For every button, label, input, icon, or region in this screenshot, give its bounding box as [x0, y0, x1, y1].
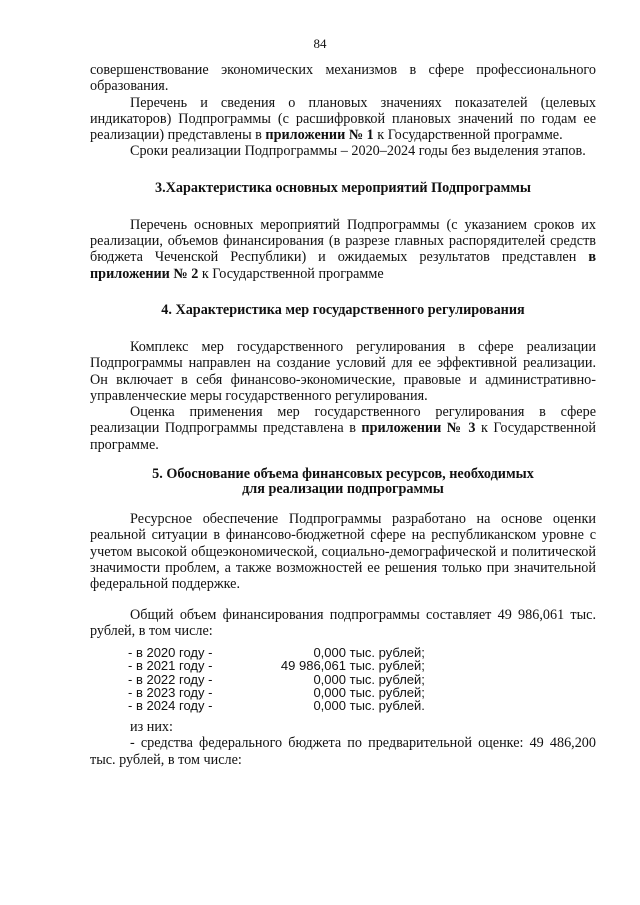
heading-line: 5. Обоснование объема финансовых ресурсов, необходимых — [152, 466, 534, 483]
year: - в 2024 году - — [128, 697, 213, 713]
text: Перечень основных мероприятий Подпрограммы (с указанием сроков их реализации, объемов финансирования (в разрезе главных распорядителей средств бюджета Чеченской Республики) и ожидаемых результатов представлен — [90, 216, 596, 266]
appendix-ref-2: в приложении № 2 — [90, 249, 596, 282]
section-heading-3: 3.Характеристика основных мероприятий Подпрограммы — [155, 179, 531, 196]
amount: 49 986,061 — [280, 658, 346, 674]
unit: тыс. рублей. — [346, 697, 425, 713]
list-item — [128, 659, 596, 672]
amount: 0,000 — [313, 684, 346, 700]
paragraph-intro: совершенствование экономических механизмов в сфере профессионального образования. — [90, 62, 596, 95]
appendix-ref-3: приложении № 3 — [361, 420, 476, 437]
year: - в 2020 году - — [128, 645, 213, 661]
appendix-ref-1: приложении № 1 — [265, 127, 374, 144]
year: - в 2022 году - — [128, 671, 213, 687]
amount: 0,000 — [313, 697, 346, 713]
heading-line: для реализации подпрограммы — [242, 481, 444, 498]
text: к Государственной программе — [198, 265, 384, 282]
paragraph-assessment — [90, 404, 596, 453]
paragraph-resources: Ресурсное обеспечение Подпрограммы разработано на основе оценки реальной ситуации в финансово-бюджетной сфере на республиканском уровне с учетом высокой общеэкономической, социально-демографической и политической значимости проблем, а также возможностей ее решения только при значительной федеральной поддержке. — [90, 511, 596, 593]
text: Оценка применения мер государственного регулирования в сфере реализации Подпрограммы представлена в — [90, 404, 596, 437]
unit: тыс. рублей; — [346, 671, 425, 687]
paragraph-timeline: Сроки реализации Подпрограммы – 2020–2024 годы без выделения этапов. — [130, 143, 586, 160]
amount: 0,000 — [313, 671, 346, 687]
list-item — [128, 686, 596, 699]
unit: тыс. рублей; — [346, 645, 425, 661]
paragraph-total-funding: Общий объем финансирования подпрограммы составляет 49 986,061 тыс. рублей, в том числе: — [90, 606, 596, 639]
text: к Государственной программе. — [373, 127, 563, 144]
section-heading-4: 4. Характеристика мер государственного регулирования — [161, 301, 525, 318]
amount: 0,000 — [313, 645, 346, 661]
section-heading-5 — [90, 467, 596, 497]
list-item — [128, 673, 596, 686]
document-body — [90, 62, 596, 768]
text: к Государственной программе. — [90, 420, 597, 453]
unit: тыс. рублей; — [346, 684, 425, 700]
year: - в 2023 году - — [128, 684, 213, 700]
list-item — [128, 699, 596, 712]
paragraph-federal-funds: - средства федерального бюджета по предварительной оценке: 49 486,200 тыс. рублей, в том числе: — [90, 735, 596, 768]
year: - в 2021 году - — [128, 658, 213, 674]
paragraph-indicators — [90, 95, 596, 144]
paragraph-activities — [90, 217, 596, 282]
text: Перечень и сведения о плановых значениях показателей (целевых индикаторов) Подпрограммы (с расшифровкой плановых значений по годам ее реализации) представлены в — [90, 94, 596, 144]
sub-intro: из них: — [130, 719, 173, 736]
paragraph-regulation: Комплекс мер государственного регулирования в сфере реализации Подпрограммы направлен на создание условий для ее эффективной реализации. Он включает в себя финансово-экономические, правовые и административно-управленческие меры государственного регулирования. — [90, 338, 596, 404]
page-number: 84 — [313, 36, 327, 51]
unit: тыс. рублей; — [346, 658, 425, 674]
funding-by-year-list — [128, 646, 596, 712]
